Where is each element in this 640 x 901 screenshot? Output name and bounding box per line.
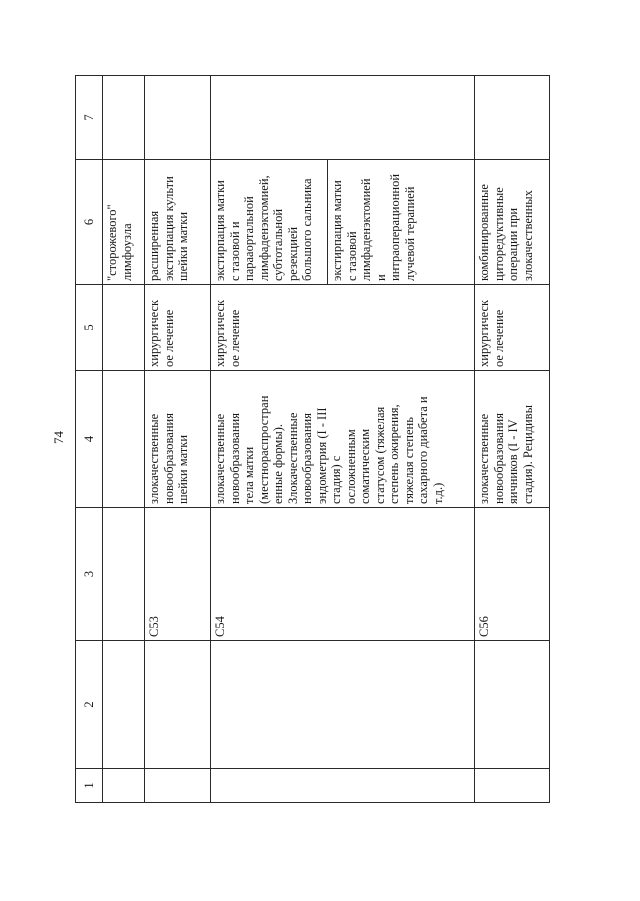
row3-method-cell — [211, 160, 475, 285]
row4-method: комбинированные циторедуктивные операции при злокачественных — [475, 160, 550, 285]
row1-col6: "сторожевого" лимфоузла — [103, 160, 145, 285]
row1-col4 — [103, 371, 145, 508]
table-row — [103, 76, 145, 803]
row4-col2 — [475, 641, 550, 769]
row3-treatment-type: хирургическ ое лечение — [211, 285, 475, 371]
row2-method: расширенная экстирпация культи шейки матки — [145, 160, 211, 285]
row3-col2 — [211, 641, 475, 769]
row4-icd-code: C56 — [475, 508, 550, 641]
page-number: 74 — [51, 431, 66, 444]
table-row — [211, 76, 475, 803]
row1-col5 — [103, 285, 145, 371]
row2-treatment-type: хирургическ ое лечение — [145, 285, 211, 371]
row1-col1 — [103, 769, 145, 803]
header-cell-6: 6 — [76, 160, 103, 285]
row2-col7 — [145, 76, 211, 160]
row3-diagnosis: злокачественные новообразования тела матки (местнораспростран енные формы). Злокачественные новообразования эндометрия (I - III стадия) с осложненным соматическим статусом (тяжелая степень ожирения, тяжелая степень сахарного диабета и т.д.) — [211, 371, 475, 508]
row3-col1 — [211, 769, 475, 803]
treatment-methods-table — [75, 75, 550, 803]
header-cell-4: 4 — [76, 371, 103, 508]
rotated-table-wrapper — [75, 76, 550, 803]
table-row — [145, 76, 211, 803]
row4-col7 — [475, 76, 550, 160]
row3-method-a: экстирпация матки с тазовой и парааортальной лимфаденэктомией, субтотальной резекцией большого сальника — [213, 175, 314, 281]
row1-col2 — [103, 641, 145, 769]
row1-col7 — [103, 76, 145, 160]
row2-col2 — [145, 641, 211, 769]
row2-icd-code: C53 — [145, 508, 211, 641]
header-cell-2: 2 — [76, 641, 103, 769]
header-row — [76, 76, 103, 803]
row2-col1 — [145, 769, 211, 803]
row4-col1 — [475, 769, 550, 803]
row4-diagnosis: злокачественные новообразования яичников (I - IV стадия). Рецидивы — [475, 371, 550, 508]
header-cell-5: 5 — [76, 285, 103, 371]
row1-col3 — [103, 508, 145, 641]
row4-treatment-type: хирургическ ое лечение — [475, 285, 550, 371]
row2-diagnosis: злокачественные новообразования шейки матки — [145, 371, 211, 508]
row3-col7 — [211, 76, 475, 160]
header-cell-7: 7 — [76, 76, 103, 160]
row3-icd-code: C54 — [211, 508, 475, 641]
header-cell-1: 1 — [76, 769, 103, 803]
row3-method-b: экстирпация матки с тазовой лимфаденэктомией и интраоперационной лучевой терапией — [327, 160, 419, 284]
header-cell-3: 3 — [76, 508, 103, 641]
table-row — [475, 76, 550, 803]
